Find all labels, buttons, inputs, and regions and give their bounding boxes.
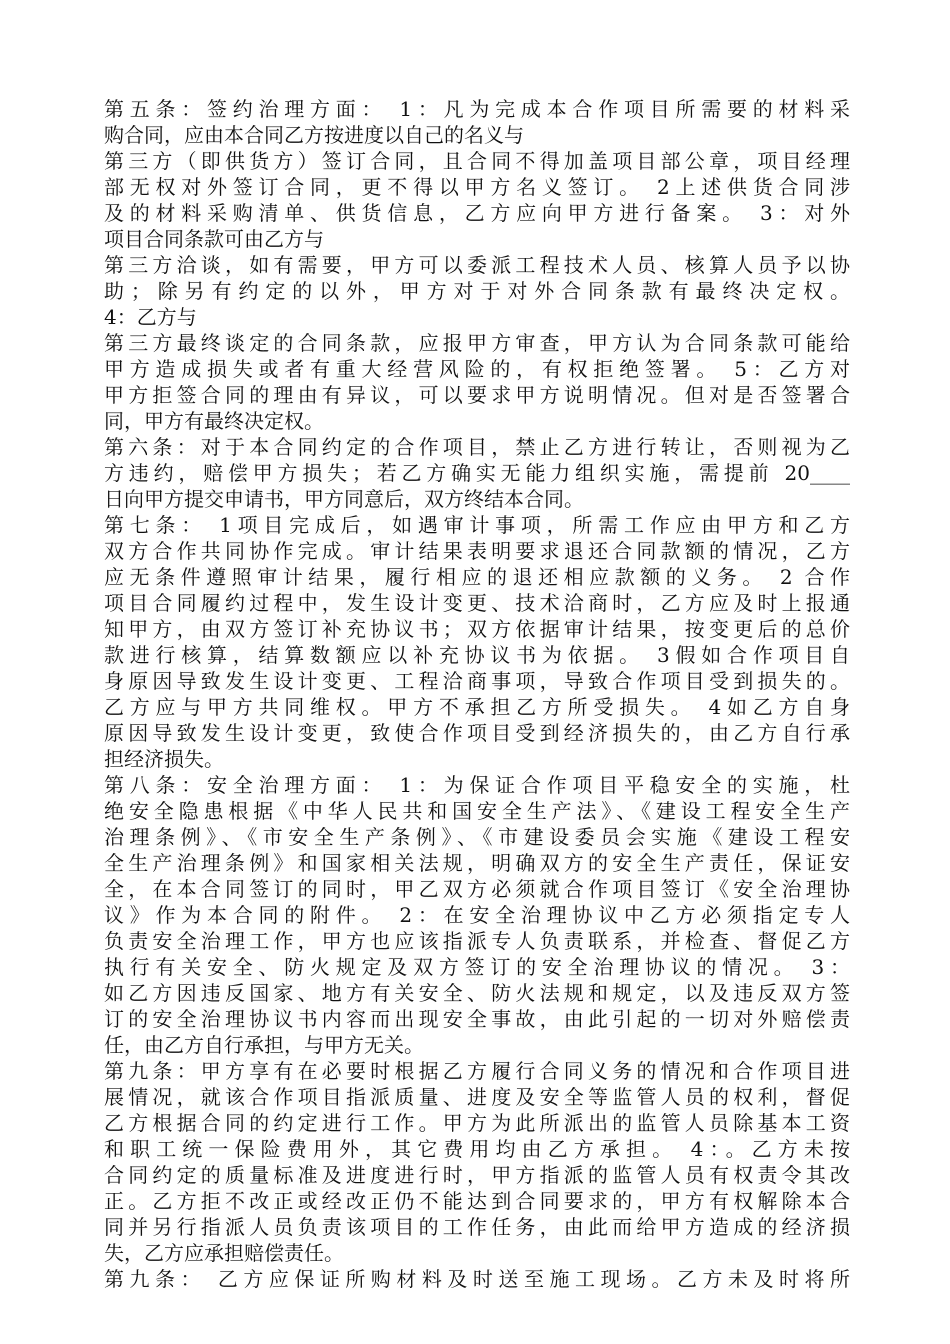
- text-line: 议》作为本合同的附件。 2：在安全治理协议中乙方必须指定专人: [104, 903, 850, 927]
- text-line: 助；除另有约定的以外，甲方对于对外合同条款有最终决定权。: [104, 279, 850, 303]
- text-line: 及的材料采购清单、供货信息，乙方应向甲方进行备案。 3：对外: [104, 201, 850, 225]
- text-line: 担经济损失。: [104, 747, 224, 771]
- text-line: 日向甲方提交申请书，甲方同意后，双方终结本合同。: [104, 487, 584, 511]
- text-line: 第三方洽谈，如有需要，甲方可以委派工程技术人员、核算人员予以协: [104, 253, 850, 277]
- document-body: [104, 96, 850, 1292]
- text-line: 甲方造成损失或者有重大经营风险的，有权拒绝签署。 5：乙方对: [104, 357, 850, 381]
- text-line: 双方合作共同协作完成。审计结果表明要求退还合同款额的情况，乙方: [104, 539, 850, 563]
- text-line: 第六条：对于本合同约定的合作项目，禁止乙方进行转让，否则视为乙: [104, 435, 850, 459]
- text-line: 第三方（即供货方）签订合同，且合同不得加盖项目部公章，项目经理: [104, 149, 850, 173]
- text-line: 失，乙方应承担赔偿责任。: [104, 1241, 344, 1265]
- text-line: 应无条件遵照审计结果，履行相应的退还相应款额的义务。 2 合作: [104, 565, 850, 589]
- text-line: 合同约定的质量标准及进度进行时，甲方指派的监管人员有权责令其改: [104, 1163, 850, 1187]
- text-line: 4：乙方与: [104, 305, 197, 329]
- text-line: 全生产治理条例》和国家相关法规，明确双方的安全生产责任，保证安: [104, 851, 850, 875]
- text-line: 乙方应与甲方共同维权。甲方不承担乙方所受损失。 4如乙方自身: [104, 695, 850, 719]
- text-line: 同，甲方有最终决定权。: [104, 409, 324, 433]
- text-line: 订的安全治理协议书内容而出现安全事故，由此引起的一切对外赔偿责: [104, 1007, 850, 1031]
- text-line: 甲方拒签合同的理由有异议，可以要求甲方说明情况。但对是否签署合: [104, 383, 850, 407]
- text-line: 负责安全治理工作，甲方也应该指派专人负责联系，并检查、督促乙方: [104, 929, 850, 953]
- text-line: 全，在本合同签订的同时，甲乙双方必须就合作项目签订《安全治理协: [104, 877, 850, 901]
- text-line: 治理条例》、《市安全生产条例》、《市建设委员会实施《建设工程安: [104, 825, 850, 849]
- text-line: 知甲方，由双方签订补充协议书；双方依据审计结果，按变更后的总价: [104, 617, 850, 641]
- text-line: 展情况，就该合作项目指派质量、进度及安全等监管人员的权利，督促: [104, 1085, 850, 1109]
- text-line: 任，由乙方自行承担，与甲方无关。: [104, 1033, 424, 1057]
- text-line: 部无权对外签订合同，更不得以甲方名义签订。 2上述供货合同涉: [104, 175, 850, 199]
- text-line: 绝安全隐患根据《中华人民共和国安全生产法》、《建设工程安全生产: [104, 799, 850, 823]
- text-line: 身原因导致发生设计变更、工程洽商事项，导致合作项目受到损失的。: [104, 669, 850, 693]
- text-line: 如乙方因违反国家、地方有关安全、防火法规和规定，以及违反双方签: [104, 981, 850, 1005]
- text-line: 第五条：签约治理方面： 1：凡为完成本合作项目所需要的材料采: [104, 97, 850, 121]
- text-line: 第九条： 乙方应保证所购材料及时送至施工现场。乙方未及时将所: [104, 1267, 850, 1291]
- text-line: 项目合同条款可由乙方与: [104, 227, 324, 251]
- text-line: 购合同，应由本合同乙方按进度以自己的名义与: [104, 123, 524, 147]
- text-line: 第九条：甲方享有在必要时根据乙方履行合同义务的情况和合作项目进: [104, 1059, 850, 1083]
- text-line: 款进行核算，结算数额应以补充协议书为依据。 3假如合作项目自: [104, 643, 850, 667]
- text-line: 乙方根据合同的约定进行工作。甲方为此所派出的监管人员除基本工资: [104, 1111, 850, 1135]
- text-line: 同并另行指派人员负责该项目的工作任务，由此而给甲方造成的经济损: [104, 1215, 850, 1239]
- text-line: 方违约，赔偿甲方损失；若乙方确实无能力组织实施，需提前 20____: [104, 461, 850, 485]
- text-line: 正。乙方拒不改正或经改正仍不能达到合同要求的，甲方有权解除本合: [104, 1189, 850, 1213]
- text-line: 第八条：安全治理方面： 1：为保证合作项目平稳安全的实施，杜: [104, 773, 850, 797]
- text-line: 原因导致发生设计变更，致使合作项目受到经济损失的，由乙方自行承: [104, 721, 850, 745]
- text-line: 项目合同履约过程中，发生设计变更、技术洽商时，乙方应及时上报通: [104, 591, 850, 615]
- text-line: 第三方最终谈定的合同条款，应报甲方审查，甲方认为合同条款可能给: [104, 331, 850, 355]
- text-line: 执行有关安全、防火规定及双方签订的安全治理协议的情况。 3：: [104, 955, 850, 979]
- text-line: 和职工统一保险费用外，其它费用均由乙方承担。 4：。乙方未按: [104, 1137, 850, 1161]
- text-line: 第七条： 1项目完成后，如遇审计事项，所需工作应由甲方和乙方: [104, 513, 850, 537]
